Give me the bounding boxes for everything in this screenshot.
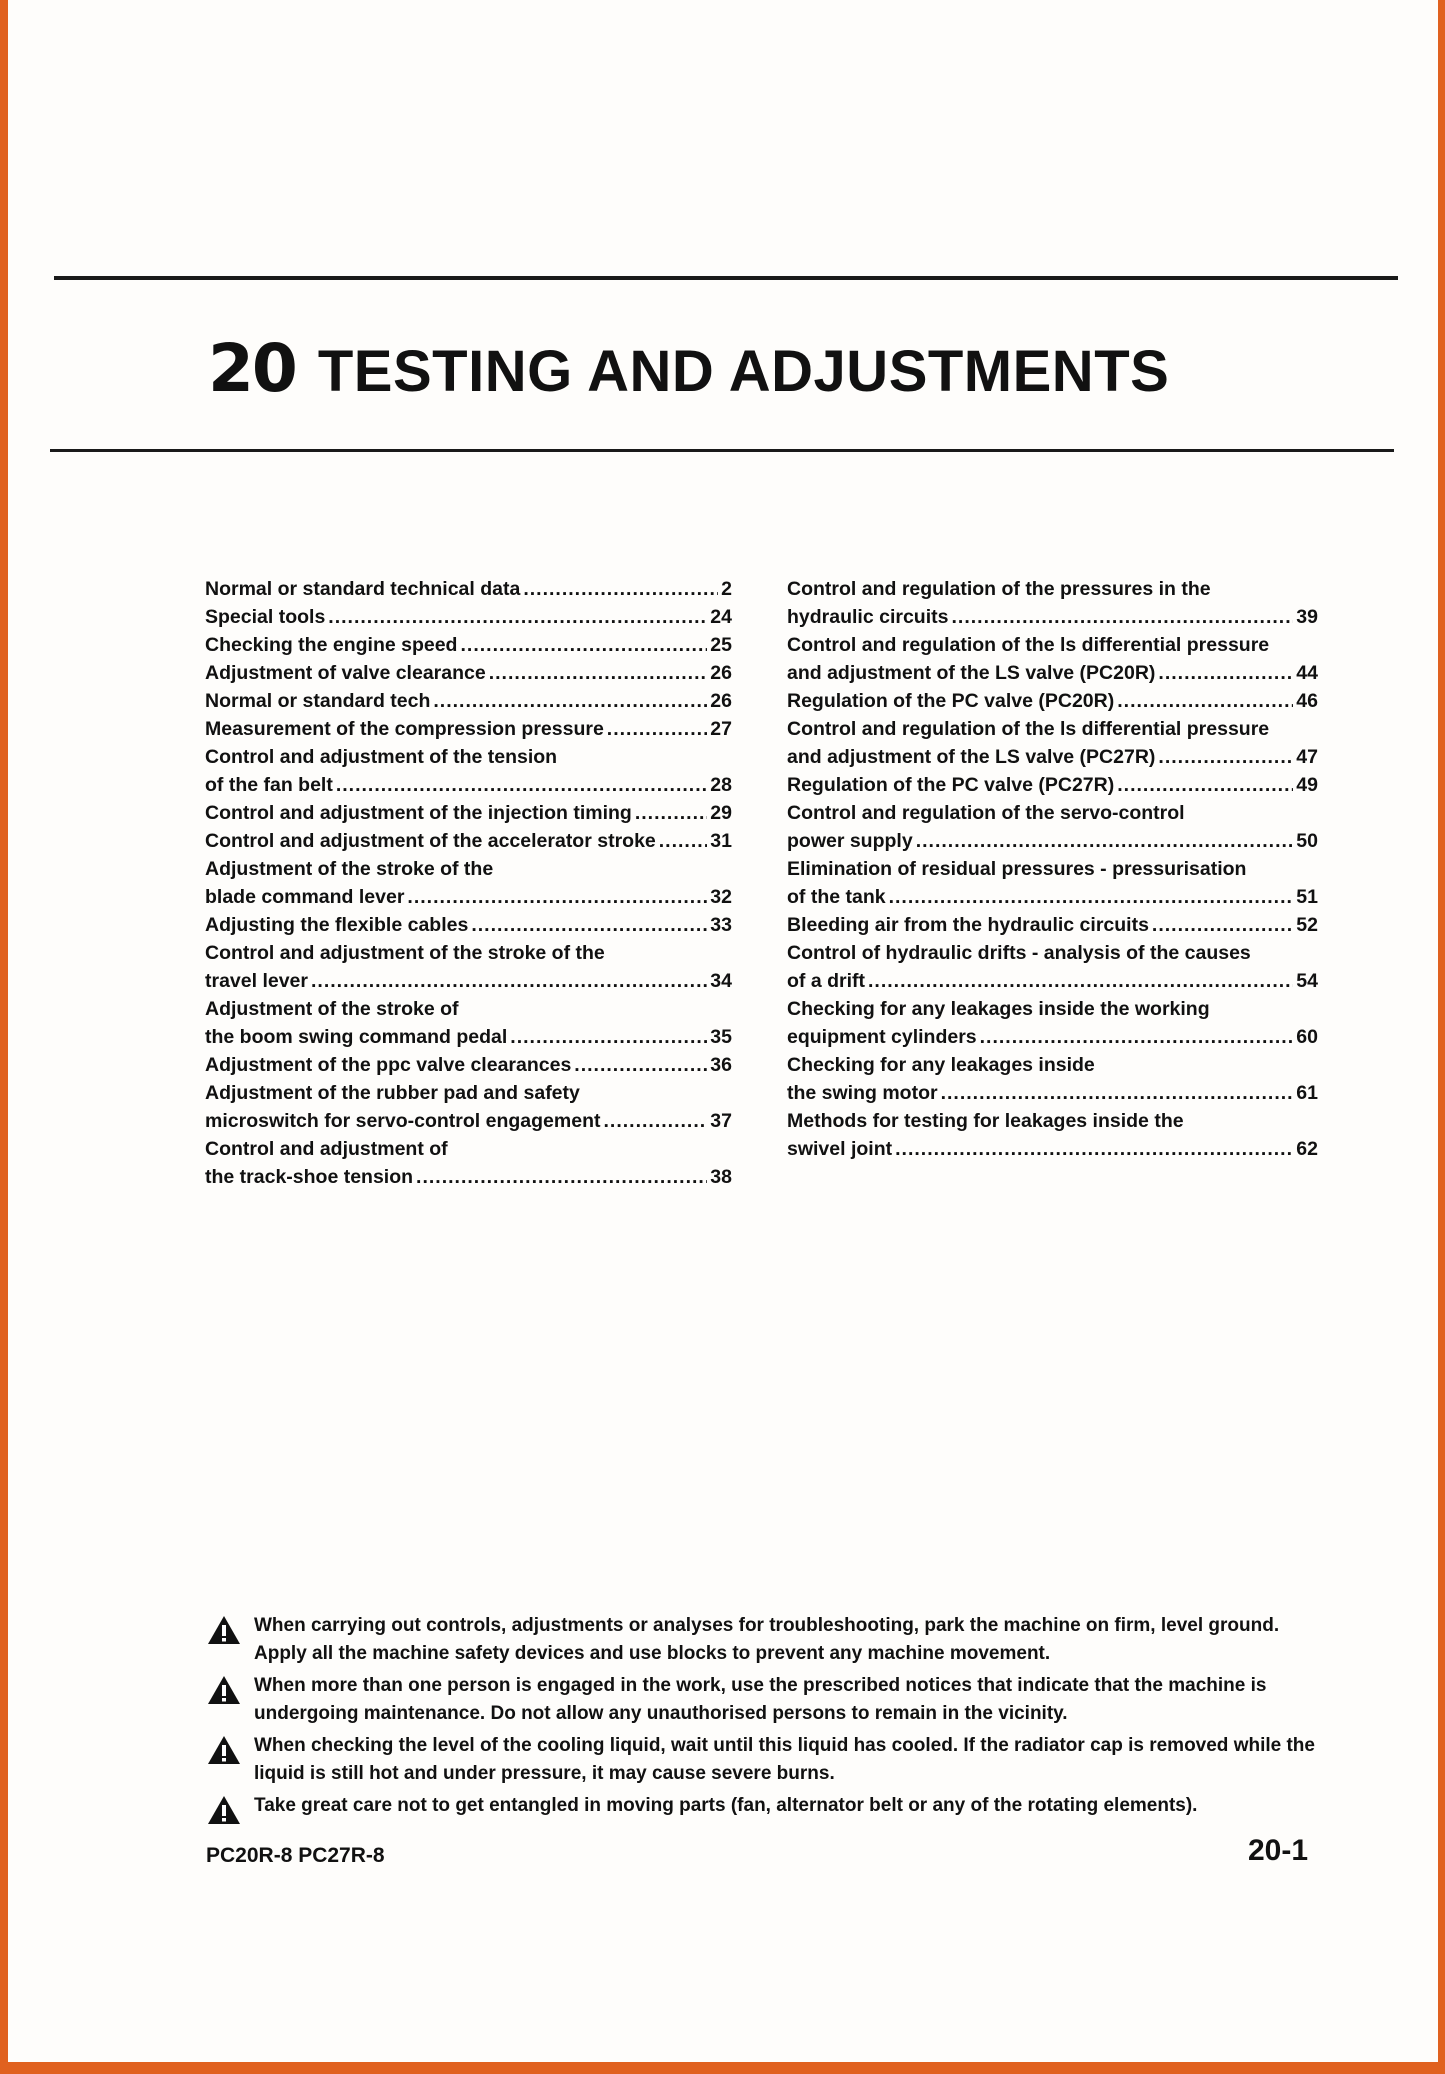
toc-entry-title-line: Control and adjustment of the injection timing xyxy=(205,802,632,824)
toc-entry-title-line: Checking for any leakages inside the working xyxy=(787,998,1210,1020)
warning-item xyxy=(206,1732,1321,1788)
toc-entry-row xyxy=(205,1107,732,1135)
toc-page-number: 46 xyxy=(1296,690,1318,712)
toc-entry-title-line: Regulation of the PC valve (PC20R) xyxy=(787,690,1115,712)
dot-leader xyxy=(460,631,707,659)
toc-entry xyxy=(205,911,732,939)
dot-leader xyxy=(311,967,707,995)
dot-leader xyxy=(1158,659,1293,687)
toc-entry-title-line: the swing motor xyxy=(787,1082,938,1104)
toc-page-number: 26 xyxy=(710,690,732,712)
dot-leader xyxy=(604,1107,708,1135)
warning-item xyxy=(206,1612,1321,1668)
toc-entry-title-line: Methods for testing for leakages inside the xyxy=(787,1110,1184,1132)
toc-entry-row xyxy=(787,911,1318,939)
toc-entry-title-line: the boom swing command pedal xyxy=(205,1026,508,1048)
toc-entry xyxy=(205,715,732,743)
dot-leader xyxy=(659,827,708,855)
footer-models: PC20R-8 PC27R-8 xyxy=(206,1844,385,1867)
toc-entry-row xyxy=(205,799,732,827)
dot-leader xyxy=(433,687,707,715)
toc-entry-row xyxy=(205,1023,732,1051)
toc-entry-title-line: Bleeding air from the hydraulic circuits xyxy=(787,914,1149,936)
toc-entry-title-line: Control and regulation of the ls differential pressure xyxy=(787,718,1270,740)
dot-leader xyxy=(868,967,1293,995)
toc-entry-title-line: Control and adjustment of xyxy=(205,1138,448,1160)
toc-page-number: 25 xyxy=(710,634,732,656)
toc-entry xyxy=(787,715,1318,771)
toc-entry-title-line: the track-shoe tension xyxy=(205,1166,414,1188)
dot-leader xyxy=(889,883,1294,911)
toc-page-number: 60 xyxy=(1296,1026,1318,1048)
toc-entry xyxy=(205,1079,732,1135)
toc-entry-row xyxy=(205,575,732,603)
toc-entry-row xyxy=(787,603,1318,631)
toc-entry-row xyxy=(787,827,1318,855)
dot-leader xyxy=(1117,687,1293,715)
dot-leader xyxy=(1117,771,1293,799)
section-title: TESTING AND ADJUSTMENTS xyxy=(317,339,1170,404)
toc-entry-title-line: hydraulic circuits xyxy=(787,606,949,628)
toc-entry-row xyxy=(205,1163,732,1191)
warning-triangle-icon xyxy=(206,1674,242,1706)
toc-page-number: 51 xyxy=(1296,886,1318,908)
section-heading xyxy=(208,330,1169,407)
toc-page-number: 44 xyxy=(1296,662,1318,684)
toc-entry xyxy=(787,1107,1318,1163)
toc-page-number: 36 xyxy=(710,1054,732,1076)
toc-entry-title-line: blade command lever xyxy=(205,886,405,908)
toc-page-number: 61 xyxy=(1296,1082,1318,1104)
toc-page-number: 38 xyxy=(710,1166,732,1188)
toc-entry xyxy=(205,631,732,659)
toc-entry-title-line: and adjustment of the LS valve (PC20R) xyxy=(787,662,1156,684)
toc-page-number: 35 xyxy=(710,1026,732,1048)
dot-leader xyxy=(916,827,1294,855)
toc-entry xyxy=(787,855,1318,911)
toc-entry xyxy=(787,575,1318,631)
warning-item xyxy=(206,1672,1321,1728)
toc-entry-row xyxy=(205,631,732,659)
toc-entry-title-line: Adjusting the flexible cables xyxy=(205,914,469,936)
toc-entry-title-line: Control and regulation of the ls differential pressure xyxy=(787,634,1270,656)
toc-entry xyxy=(205,575,732,603)
dot-leader xyxy=(471,911,707,939)
toc-entry-row xyxy=(787,1079,1318,1107)
toc-entry-row xyxy=(205,771,732,799)
bottom-rule xyxy=(50,449,1394,452)
toc-page-number: 52 xyxy=(1296,914,1318,936)
toc-entry xyxy=(205,687,732,715)
warning-triangle-icon xyxy=(206,1734,242,1766)
toc-entry-title-line: Adjustment of the stroke of xyxy=(205,998,459,1020)
toc-entry-title-line: equipment cylinders xyxy=(787,1026,977,1048)
toc-entry-title-line: and adjustment of the LS valve (PC27R) xyxy=(787,746,1156,768)
dot-leader xyxy=(416,1163,707,1191)
dot-leader xyxy=(523,575,718,603)
section-number: 20 xyxy=(208,330,296,407)
dot-leader xyxy=(941,1079,1294,1107)
toc-entry-title-line: of the fan belt xyxy=(205,774,333,796)
toc-entry-title-line: Checking the engine speed xyxy=(205,634,458,656)
toc-entry-row xyxy=(787,743,1318,771)
toc-entry-row xyxy=(787,1135,1318,1163)
toc-entry xyxy=(205,659,732,687)
toc-entry-title-line: Special tools xyxy=(205,606,326,628)
toc-entry-title-line: travel lever xyxy=(205,970,308,992)
toc-page-number: 37 xyxy=(710,1110,732,1132)
toc-entry-title-line: Checking for any leakages inside xyxy=(787,1054,1095,1076)
toc-page-number: 2 xyxy=(721,578,732,600)
toc-page-number: 31 xyxy=(710,830,732,852)
toc-entry xyxy=(205,1051,732,1079)
toc-entry xyxy=(787,799,1318,855)
warning-item xyxy=(206,1792,1321,1826)
toc-entry-title-line: of a drift xyxy=(787,970,865,992)
toc-entry xyxy=(205,603,732,631)
toc-entry-title-line: swivel joint xyxy=(787,1138,893,1160)
toc-entry xyxy=(787,995,1318,1051)
toc-entry-row xyxy=(205,911,732,939)
toc-entry-title-line: power supply xyxy=(787,830,913,852)
toc-page-number: 33 xyxy=(710,914,732,936)
safety-warnings xyxy=(206,1612,1321,1830)
warning-text: Take great care not to get entangled in moving parts (fan, alternator belt or any of the rotating elements). xyxy=(254,1795,1198,1816)
toc-entry-row xyxy=(787,687,1318,715)
toc-page-number: 49 xyxy=(1296,774,1318,796)
toc-entry-title-line: microswitch for servo-control engagement xyxy=(205,1110,601,1132)
toc-entry-title-line: Control and regulation of the pressures in the xyxy=(787,578,1211,600)
toc-page-number: 29 xyxy=(710,802,732,824)
toc-entry-title-line: Control and adjustment of the accelerator stroke xyxy=(205,830,656,852)
toc-entry-title-line: Normal or standard technical data xyxy=(205,578,521,600)
warning-text: When carrying out controls, adjustments or analyses for troubleshooting, park the machine on firm, level ground. Apply all the machine safety devices and use blocks to prevent any machine movement. xyxy=(254,1615,1280,1664)
toc-page-number: 62 xyxy=(1296,1138,1318,1160)
dot-leader xyxy=(635,799,707,827)
toc-left-column xyxy=(205,575,732,1191)
toc-entry-title-line: Control of hydraulic drifts - analysis of the causes xyxy=(787,942,1251,964)
dot-leader xyxy=(895,1135,1293,1163)
toc-entry xyxy=(205,995,732,1051)
toc-entry xyxy=(787,771,1318,799)
toc-entry-row xyxy=(205,687,732,715)
toc-entry xyxy=(205,939,732,995)
toc-page-number: 47 xyxy=(1296,746,1318,768)
dot-leader xyxy=(1152,911,1293,939)
toc-entry-row xyxy=(787,967,1318,995)
toc-entry-title-line: Normal or standard tech xyxy=(205,690,431,712)
toc-entry-title-line: Control and adjustment of the stroke of the xyxy=(205,942,605,964)
warning-text: When more than one person is engaged in the work, use the prescribed notices that indicate that the machine is undergoing maintenance. Do not allow any unauthorised persons to remain in the vicinity. xyxy=(254,1675,1267,1724)
toc-entry-row xyxy=(205,883,732,911)
toc-entry xyxy=(787,687,1318,715)
dot-leader xyxy=(407,883,707,911)
dot-leader xyxy=(1158,743,1293,771)
toc-entry-title-line: of the tank xyxy=(787,886,886,908)
toc-entry xyxy=(205,743,732,799)
toc-page-number: 50 xyxy=(1296,830,1318,852)
dot-leader xyxy=(574,1051,707,1079)
dot-leader xyxy=(607,715,708,743)
toc-entry-row xyxy=(787,771,1318,799)
dot-leader xyxy=(489,659,708,687)
toc-entry xyxy=(205,855,732,911)
toc-entry-title-line: Elimination of residual pressures - pressurisation xyxy=(787,858,1247,880)
toc-entry xyxy=(787,911,1318,939)
dot-leader xyxy=(951,603,1293,631)
toc-entry xyxy=(205,827,732,855)
dot-leader xyxy=(328,603,707,631)
toc-entry-row xyxy=(787,1023,1318,1051)
document-page xyxy=(8,0,1438,2062)
toc-entry-row xyxy=(205,715,732,743)
toc-entry-row xyxy=(205,967,732,995)
toc-entry xyxy=(205,799,732,827)
toc-entry-row xyxy=(205,827,732,855)
toc-entry xyxy=(205,1135,732,1191)
toc-entry-row xyxy=(787,659,1318,687)
warning-triangle-icon xyxy=(206,1614,242,1646)
toc-entry-title-line: Adjustment of the ppc valve clearances xyxy=(205,1054,572,1076)
toc-page-number: 39 xyxy=(1296,606,1318,628)
warning-text: When checking the level of the cooling liquid, wait until this liquid has cooled. If the radiator cap is removed while the liquid is still hot and under pressure, it may cause severe burns. xyxy=(254,1735,1315,1784)
footer-page-number: 20-1 xyxy=(1247,1834,1308,1867)
dot-leader xyxy=(510,1023,707,1051)
toc-entry-title-line: Adjustment of the rubber pad and safety xyxy=(205,1082,580,1104)
toc-entry-row xyxy=(205,1051,732,1079)
toc-right-column xyxy=(787,575,1318,1163)
toc-entry-title-line: Measurement of the compression pressure xyxy=(205,718,604,740)
toc-entry-row xyxy=(787,883,1318,911)
top-rule xyxy=(54,276,1398,280)
warning-triangle-icon xyxy=(206,1794,242,1826)
toc-page-number: 24 xyxy=(710,606,732,628)
toc-page-number: 32 xyxy=(710,886,732,908)
toc-entry-title-line: Regulation of the PC valve (PC27R) xyxy=(787,774,1115,796)
toc-page-number: 54 xyxy=(1296,970,1318,992)
dot-leader xyxy=(336,771,707,799)
toc-page-number: 34 xyxy=(710,970,732,992)
toc-entry-row xyxy=(205,659,732,687)
toc-entry xyxy=(787,939,1318,995)
toc-entry-title-line: Adjustment of valve clearance xyxy=(205,662,486,684)
toc-page-number: 26 xyxy=(710,662,732,684)
toc-entry-title-line: Adjustment of the stroke of the xyxy=(205,858,494,880)
dot-leader xyxy=(980,1023,1294,1051)
toc-entry-row xyxy=(205,603,732,631)
toc-entry-title-line: Control and regulation of the servo-control xyxy=(787,802,1185,824)
toc-entry-title-line: Control and adjustment of the tension xyxy=(205,746,558,768)
toc-page-number: 27 xyxy=(710,718,732,740)
toc-entry xyxy=(787,631,1318,687)
toc-page-number: 28 xyxy=(710,774,732,796)
toc-entry xyxy=(787,1051,1318,1107)
